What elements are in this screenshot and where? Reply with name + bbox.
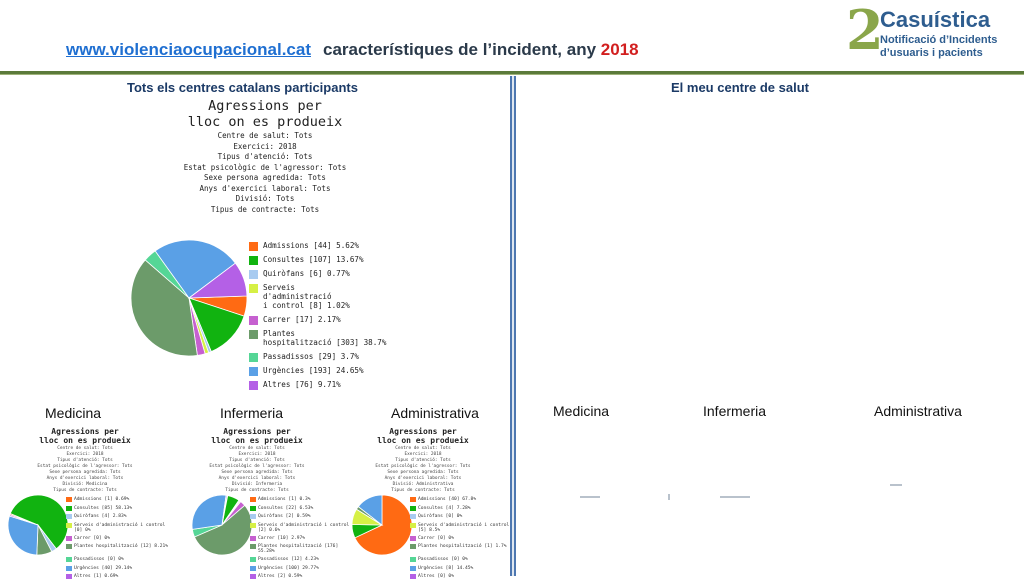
legend-swatch-plantes [249, 330, 258, 339]
filter-line: Tipus de contracte: Tots [210, 204, 320, 214]
col-label-administrativa: Administrativa [391, 405, 479, 421]
header-rule-thin [0, 74, 1024, 75]
legend-item-consultes: Consultes [85] 58.13% [74, 505, 133, 511]
chart-title-line: lloc on es produeix [377, 436, 469, 445]
legend-swatch-admissions [66, 497, 72, 502]
legend-swatch-urgencies [410, 566, 416, 571]
legend-swatch-carrer [249, 316, 258, 325]
legend-swatch-carrer [250, 536, 256, 541]
filter-line: Tipus de contracte: Tots [391, 488, 455, 493]
chart-title-line: lloc on es produeix [187, 114, 343, 130]
legend-swatch-carrer [66, 536, 72, 541]
filter-line: Anys d'exercici laboral: Tots [199, 183, 331, 193]
filter-line: Exercici: 2018 [66, 452, 104, 457]
legend-swatch-altres [249, 381, 258, 390]
legend-item-altres: Altres [0] 0% [418, 574, 454, 579]
col-label-medicina: Medicina [45, 405, 102, 421]
filter-line: Centre de salut: Tots [229, 446, 285, 451]
filter-line: Estat psicològic de l'agressor: Tots [375, 464, 471, 469]
legend-item-altres: Altres [1] 0.69% [74, 574, 119, 579]
administrativa-chart-filters [353, 446, 493, 494]
legend-swatch-passadissos [410, 557, 416, 562]
empty-chart-mark [668, 494, 670, 500]
chart-filters [150, 131, 380, 215]
legend-swatch-plantes [250, 544, 256, 549]
chart-title-line: Agressions per [223, 427, 291, 436]
chart-title-line: Agressions per [389, 427, 457, 436]
legend-item-quirofans: Quiròfans [4] 2.83% [74, 514, 127, 519]
section-left-title: Tots els centres catalans participants [127, 80, 358, 95]
filter-line: Exercici: 2018 [233, 141, 297, 151]
legend-swatch-admissions [249, 242, 258, 251]
filter-line: Estat psicològic de l'agressor: Tots [183, 162, 347, 172]
logo-subtitle-2: d’usuaris i pacients [880, 47, 983, 59]
legend-swatch-admissions [250, 497, 256, 502]
filter-line: Centre de salut: Tots [57, 446, 113, 451]
filter-line: Tipus d'atenció: Tots [217, 152, 313, 161]
legend-item-serveis: Serveis d'administració i control [5] 8.5% [418, 522, 510, 533]
empty-chart-mark [580, 496, 600, 498]
chart-title-line: Agressions per [51, 427, 119, 436]
pie-slice-urgencies [192, 495, 226, 529]
page-title [66, 40, 639, 60]
legend-item-passadissos: Passadissos [29] 3.7% [263, 352, 360, 361]
legend-swatch-passadissos [249, 353, 258, 362]
legend-item-serveis: Serveis d'administració i control [8] 1.02% [263, 283, 350, 310]
legend-swatch-serveis [66, 523, 72, 528]
chart-title-line: lloc on es produeix [39, 436, 131, 445]
legend-item-passadissos: Passadissos [12] 4.23% [258, 557, 319, 562]
legend-item-carrer: Carrer [0] 0% [418, 535, 454, 541]
legend-swatch-urgencies [66, 566, 72, 571]
filter-line: Tipus d'atenció: Tots [395, 458, 451, 463]
legend-item-admissions: Admissions [40] 67.8% [418, 497, 477, 502]
legend-item-quirofans: Quiròfans [0] 0% [418, 514, 463, 519]
legend-swatch-passadissos [66, 557, 72, 562]
legend-item-urgencies: Urgències [40] 29.14% [74, 565, 133, 571]
filter-line: Sexe persona agredida: Tots [387, 470, 459, 475]
legend-swatch-serveis [250, 523, 256, 528]
legend-swatch-plantes [66, 544, 72, 549]
legend-swatch-plantes [410, 544, 416, 549]
legend-swatch-quirofans [249, 270, 258, 279]
filter-line: Tipus d'atenció: Tots [57, 458, 113, 463]
legend-swatch-consultes [250, 506, 256, 511]
legend-item-carrer: Carrer [10] 2.97% [258, 535, 306, 541]
legend-item-altres: Altres [76] 9.71% [263, 380, 341, 389]
filter-line: Anys d'exercici laboral: Tots [384, 476, 462, 481]
logo-subtitle-1: Notificació d’Incidents [880, 34, 998, 46]
legend-item-plantes: Plantes hospitalització [12] 8.21% [74, 544, 169, 549]
legend-swatch-urgencies [249, 367, 258, 376]
legend-item-urgencies: Urgències [193] 24.65% [263, 366, 364, 375]
col-label-infermeria: Infermeria [220, 405, 284, 421]
legend-item-admissions: Admissions [1] 0.3% [258, 497, 311, 502]
chart-title [150, 98, 380, 130]
administrativa-chart-title [353, 427, 493, 445]
medicina-pie [6, 493, 70, 557]
filter-line: Sexe persona agredida: Tots [221, 470, 293, 475]
infermeria-chart-title [187, 427, 327, 445]
infermeria-chart-filters [187, 446, 327, 494]
administrativa-pie [350, 493, 414, 557]
filter-line: Divisió: Tots [235, 194, 295, 203]
legend-item-plantes: Plantes hospitalització [176] 55.28% [258, 544, 339, 554]
filter-line: Estat psicològic de l'agressor: Tots [209, 464, 305, 469]
right-col-medicina: Medicina [553, 403, 610, 419]
legend-swatch-consultes [410, 506, 416, 511]
filter-line: Divisió: Administrativa [392, 482, 454, 487]
legend-swatch-quirofans [250, 514, 256, 519]
legend-item-urgencies: Urgències [8] 14.45% [418, 565, 474, 571]
filter-line: Sexe persona agredida: Tots [49, 470, 121, 475]
legend-item-quirofans: Quiròfans [6] 0.77% [263, 269, 350, 278]
legend-item-consultes: Consultes [22] 6.53% [258, 505, 314, 511]
legend-swatch-admissions [410, 497, 416, 502]
filter-line: Tipus d'atenció: Tots [229, 458, 285, 463]
infermeria-pie [190, 493, 254, 557]
legend-swatch-quirofans [66, 514, 72, 519]
empty-chart-mark [890, 484, 902, 486]
section-right-title: El meu centre de salut [671, 80, 809, 95]
legend-item-passadissos: Passadissos [0] 0% [74, 557, 124, 562]
filter-line: Centre de salut: Tots [395, 446, 451, 451]
filter-line: Divisió: Medicina [62, 482, 108, 487]
logo-name: Casuística [880, 7, 991, 32]
empty-chart-mark [720, 496, 750, 498]
legend-swatch-altres [410, 574, 416, 579]
legend-swatch-quirofans [410, 514, 416, 519]
title-text: característiques de l’incident, any [323, 40, 601, 59]
legend-item-plantes: Plantes hospitalització [303] 38.7% [263, 329, 387, 347]
legend-swatch-altres [250, 574, 256, 579]
filter-line: Centre de salut: Tots [217, 131, 313, 140]
medicina-chart-title [15, 427, 155, 445]
legend-item-urgencies: Urgències [100] 29.77% [258, 565, 319, 571]
legend-item-serveis: Serveis d'administració i control [2] 0.6% [258, 522, 350, 533]
filter-line: Anys d'exercici laboral: Tots [46, 476, 124, 481]
legend-swatch-serveis [249, 284, 258, 293]
legend-swatch-carrer [410, 536, 416, 541]
filter-line: Exercici: 2018 [238, 452, 276, 457]
legend-item-carrer: Carrer [0] 0% [74, 535, 110, 541]
legend-swatch-urgencies [250, 566, 256, 571]
legend-item-consultes: Consultes [107] 13.67% [263, 255, 364, 264]
legend-swatch-consultes [249, 256, 258, 265]
main-pie [129, 238, 249, 358]
right-col-administrativa: Administrativa [874, 403, 962, 419]
medicina-chart-filters [15, 446, 155, 494]
right-col-infermeria: Infermeria [703, 403, 767, 419]
filter-line: Exercici: 2018 [404, 452, 442, 457]
legend-swatch-consultes [66, 506, 72, 511]
legend-item-serveis: Serveis d'administració i control [0] 0% [74, 522, 166, 533]
legend-item-passadissos: Passadissos [0] 0% [418, 557, 468, 562]
filter-line: Estat psicològic de l'agressor: Tots [37, 464, 133, 469]
site-link[interactable]: www.violenciaocupacional.cat [66, 40, 311, 59]
filter-line: Anys d'exercici laboral: Tots [218, 476, 296, 481]
title-year: 2018 [600, 40, 639, 59]
legend-item-admissions: Admissions [1] 0.69% [74, 497, 130, 502]
chart-title-line: Agressions per [208, 98, 322, 114]
logo-number: 2 [846, 0, 884, 62]
chart-title-line: lloc on es produeix [211, 436, 303, 445]
legend-swatch-serveis [410, 523, 416, 528]
legend-swatch-passadissos [250, 557, 256, 562]
legend-item-consultes: Consultes [4] 7.28% [418, 505, 471, 511]
legend-item-admissions: Admissions [44] 5.62% [263, 241, 360, 250]
legend-swatch-altres [66, 574, 72, 579]
legend-item-plantes: Plantes hospitalització [1] 1.7% [418, 544, 507, 549]
filter-line: Divisió: Infermeria [231, 482, 283, 487]
legend-item-quirofans: Quiròfans [2] 0.59% [258, 514, 311, 519]
filter-line: Tipus de contracte: Tots [225, 488, 289, 493]
legend-item-carrer: Carrer [17] 2.17% [263, 315, 341, 324]
legend-item-altres: Altres [2] 0.59% [258, 574, 303, 579]
casuistica-logo [846, 0, 1016, 62]
filter-line: Sexe persona agredida: Tots [204, 173, 326, 182]
filter-line: Tipus de contracte: Tots [53, 488, 117, 493]
